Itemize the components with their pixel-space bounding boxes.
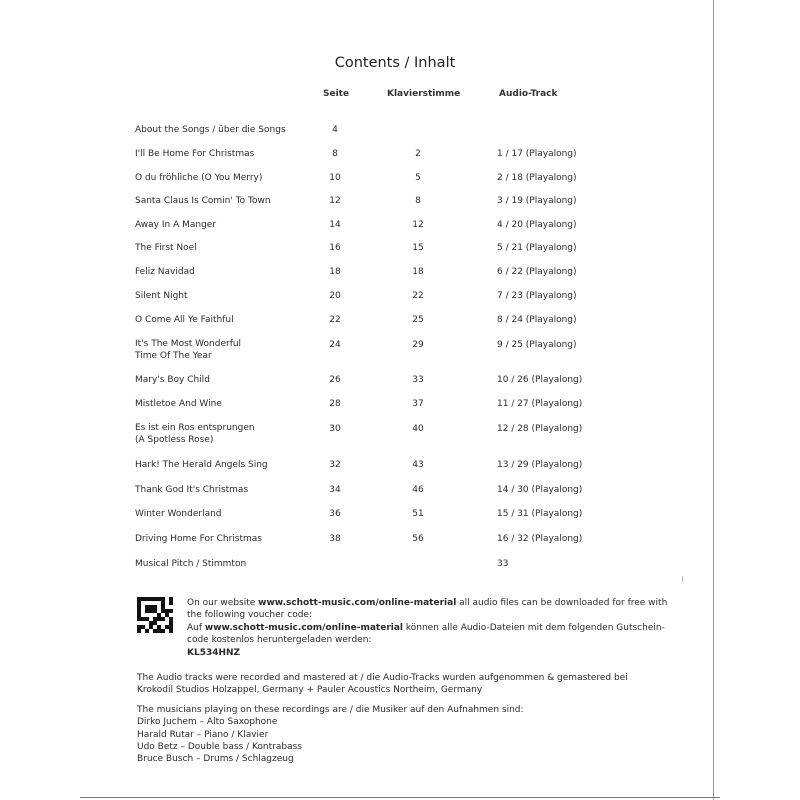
piano-part-page: 46 — [412, 485, 424, 495]
song-title-line: Winter Wonderland — [135, 509, 222, 519]
audio-track: 8 / 24 (Playalong) — [497, 315, 577, 325]
page-number: 32 — [329, 460, 341, 470]
song-title-line: (A Spotless Rose) — [135, 435, 214, 445]
page-number: 24 — [329, 340, 341, 350]
piano-part-page: 29 — [412, 340, 424, 350]
song-title-line: O Come All Ye Faithful — [135, 315, 234, 325]
piano-part-page: 37 — [412, 399, 424, 409]
song-title-line: O du fröhliche (O You Merry) — [135, 173, 263, 183]
song-title — [135, 195, 271, 207]
header-klavierstimme: Klavierstimme — [387, 89, 461, 99]
page-number: 30 — [329, 424, 341, 434]
scan-mark — [682, 576, 683, 582]
song-title-line: Driving Home For Christmas — [135, 534, 262, 544]
recording-line-1: The Audio tracks were recorded and mastered at / die Audio-Tracks wurden aufgenommen & gemastered bei — [137, 673, 628, 683]
audio-track: 4 / 20 (Playalong) — [497, 220, 577, 230]
song-title-line: About the Songs / über die Songs — [135, 125, 286, 135]
song-title — [135, 422, 255, 446]
song-title — [135, 148, 254, 160]
song-title — [135, 533, 262, 545]
song-title-line: Time Of The Year — [135, 351, 212, 361]
song-title-line: Silent Night — [135, 291, 188, 301]
download-line-1 — [187, 597, 667, 609]
piano-part-page: 43 — [412, 460, 424, 470]
song-title-line: I'll Be Home For Christmas — [135, 149, 255, 159]
musician-entry: Dirko Juchem – Alto Saxophone — [137, 717, 278, 727]
audio-track: 12 / 28 (Playalong) — [497, 424, 583, 434]
song-title — [135, 266, 195, 278]
page-number: 34 — [329, 485, 341, 495]
musician-entry: Harald Rutar – Piano / Klavier — [137, 730, 269, 740]
song-title — [135, 124, 286, 136]
song-title-line: The First Noel — [135, 243, 197, 253]
song-title — [135, 290, 188, 302]
song-title-line: Feliz Navidad — [135, 267, 195, 277]
page-number: 4 — [332, 125, 338, 135]
voucher-code: KL534HNZ — [187, 648, 241, 658]
song-title — [135, 484, 248, 496]
page-number: 20 — [329, 291, 341, 301]
download-text: können alle Audio-Dateien mit dem folgenden Gutschein- — [403, 623, 665, 633]
audio-track: 10 / 26 (Playalong) — [497, 375, 583, 385]
song-title-line: Thank God It's Christmas — [135, 485, 249, 495]
song-title — [135, 459, 268, 471]
song-title — [135, 314, 234, 326]
page-number: 14 — [329, 220, 341, 230]
song-title — [135, 338, 241, 362]
piano-part-page: 51 — [412, 509, 424, 519]
recording-line-2: Krokodil Studios Holzappel, Germany + Pauler Acoustics Northeim, Germany — [137, 685, 483, 695]
piano-part-page: 8 — [415, 196, 421, 206]
page-title: Contents / Inhalt — [334, 55, 456, 71]
audio-track: 13 / 29 (Playalong) — [497, 460, 583, 470]
song-title-line: Mistletoe And Wine — [135, 399, 222, 409]
piano-part-page: 2 — [415, 149, 421, 159]
page-number: 22 — [329, 315, 341, 325]
audio-track: 5 / 21 (Playalong) — [497, 243, 577, 253]
audio-track: 33 — [497, 559, 509, 569]
qr-code-icon — [137, 597, 173, 633]
piano-part-page: 22 — [412, 291, 424, 301]
musician-entry: Bruce Busch – Drums / Schlagzeug — [137, 754, 294, 764]
page-bottom-edge — [80, 797, 720, 798]
page-number: 26 — [329, 375, 341, 385]
page-number: 38 — [329, 534, 341, 544]
audio-track: 15 / 31 (Playalong) — [497, 509, 583, 519]
song-title-line: Santa Claus Is Comin' To Town — [135, 196, 271, 206]
audio-track: 1 / 17 (Playalong) — [497, 149, 577, 159]
song-title — [135, 242, 197, 254]
page-number: 28 — [329, 399, 341, 409]
song-title — [135, 558, 246, 570]
page-edge-line — [713, 0, 714, 800]
song-title-line: Musical Pitch / Stimmton — [135, 559, 247, 569]
download-url-link[interactable]: www.schott-music.com/online-material — [258, 598, 457, 608]
download-text: all audio files can be downloaded for free with — [456, 598, 668, 608]
page-number: 18 — [329, 267, 341, 277]
audio-track: 6 / 22 (Playalong) — [497, 267, 577, 277]
piano-part-page: 15 — [412, 243, 424, 253]
download-line-2: the following voucher code: — [187, 610, 312, 620]
piano-part-page: 40 — [412, 424, 424, 434]
header-seite: Seite — [323, 89, 350, 99]
audio-track: 3 / 19 (Playalong) — [497, 196, 577, 206]
piano-part-page: 5 — [415, 173, 421, 183]
piano-part-page: 56 — [412, 534, 424, 544]
audio-track: 9 / 25 (Playalong) — [497, 340, 577, 350]
song-title-line: Es ist ein Ros entsprungen — [135, 423, 255, 433]
song-title-line: Hark! The Herald Angels Sing — [135, 460, 268, 470]
musician-entry: Udo Betz – Double bass / Kontrabass — [137, 742, 302, 752]
song-title — [135, 219, 216, 231]
page-number: 8 — [332, 149, 338, 159]
page-number: 16 — [329, 243, 341, 253]
audio-track: 16 / 32 (Playalong) — [497, 534, 583, 544]
song-title-line: Mary's Boy Child — [135, 375, 210, 385]
download-url-link[interactable]: www.schott-music.com/online-material — [204, 623, 404, 633]
audio-track: 11 / 27 (Playalong) — [497, 399, 583, 409]
piano-part-page: 25 — [412, 315, 424, 325]
download-line-3 — [187, 622, 665, 634]
song-title — [135, 398, 222, 410]
page-number: 12 — [329, 196, 341, 206]
song-title — [135, 508, 222, 520]
download-line-4: code kostenlos heruntergeladen werden: — [187, 635, 372, 645]
audio-track: 7 / 23 (Playalong) — [497, 291, 577, 301]
page-number: 10 — [329, 173, 341, 183]
song-title — [135, 374, 210, 386]
piano-part-page: 33 — [412, 375, 424, 385]
piano-part-page: 12 — [412, 220, 424, 230]
audio-track: 2 / 18 (Playalong) — [497, 173, 577, 183]
piano-part-page: 18 — [412, 267, 424, 277]
song-title-line: It's The Most Wonderful — [135, 339, 242, 349]
song-title — [135, 172, 262, 184]
audio-track: 14 / 30 (Playalong) — [497, 485, 583, 495]
download-text: Auf — [187, 623, 205, 633]
song-title-line: Away In A Manger — [135, 220, 217, 230]
header-audio-track: Audio-Track — [499, 89, 558, 99]
download-text: On our website — [187, 598, 259, 608]
musicians-intro: The musicians playing on these recordings are / die Musiker auf den Aufnahmen sind: — [137, 705, 524, 715]
page-number: 36 — [329, 509, 341, 519]
